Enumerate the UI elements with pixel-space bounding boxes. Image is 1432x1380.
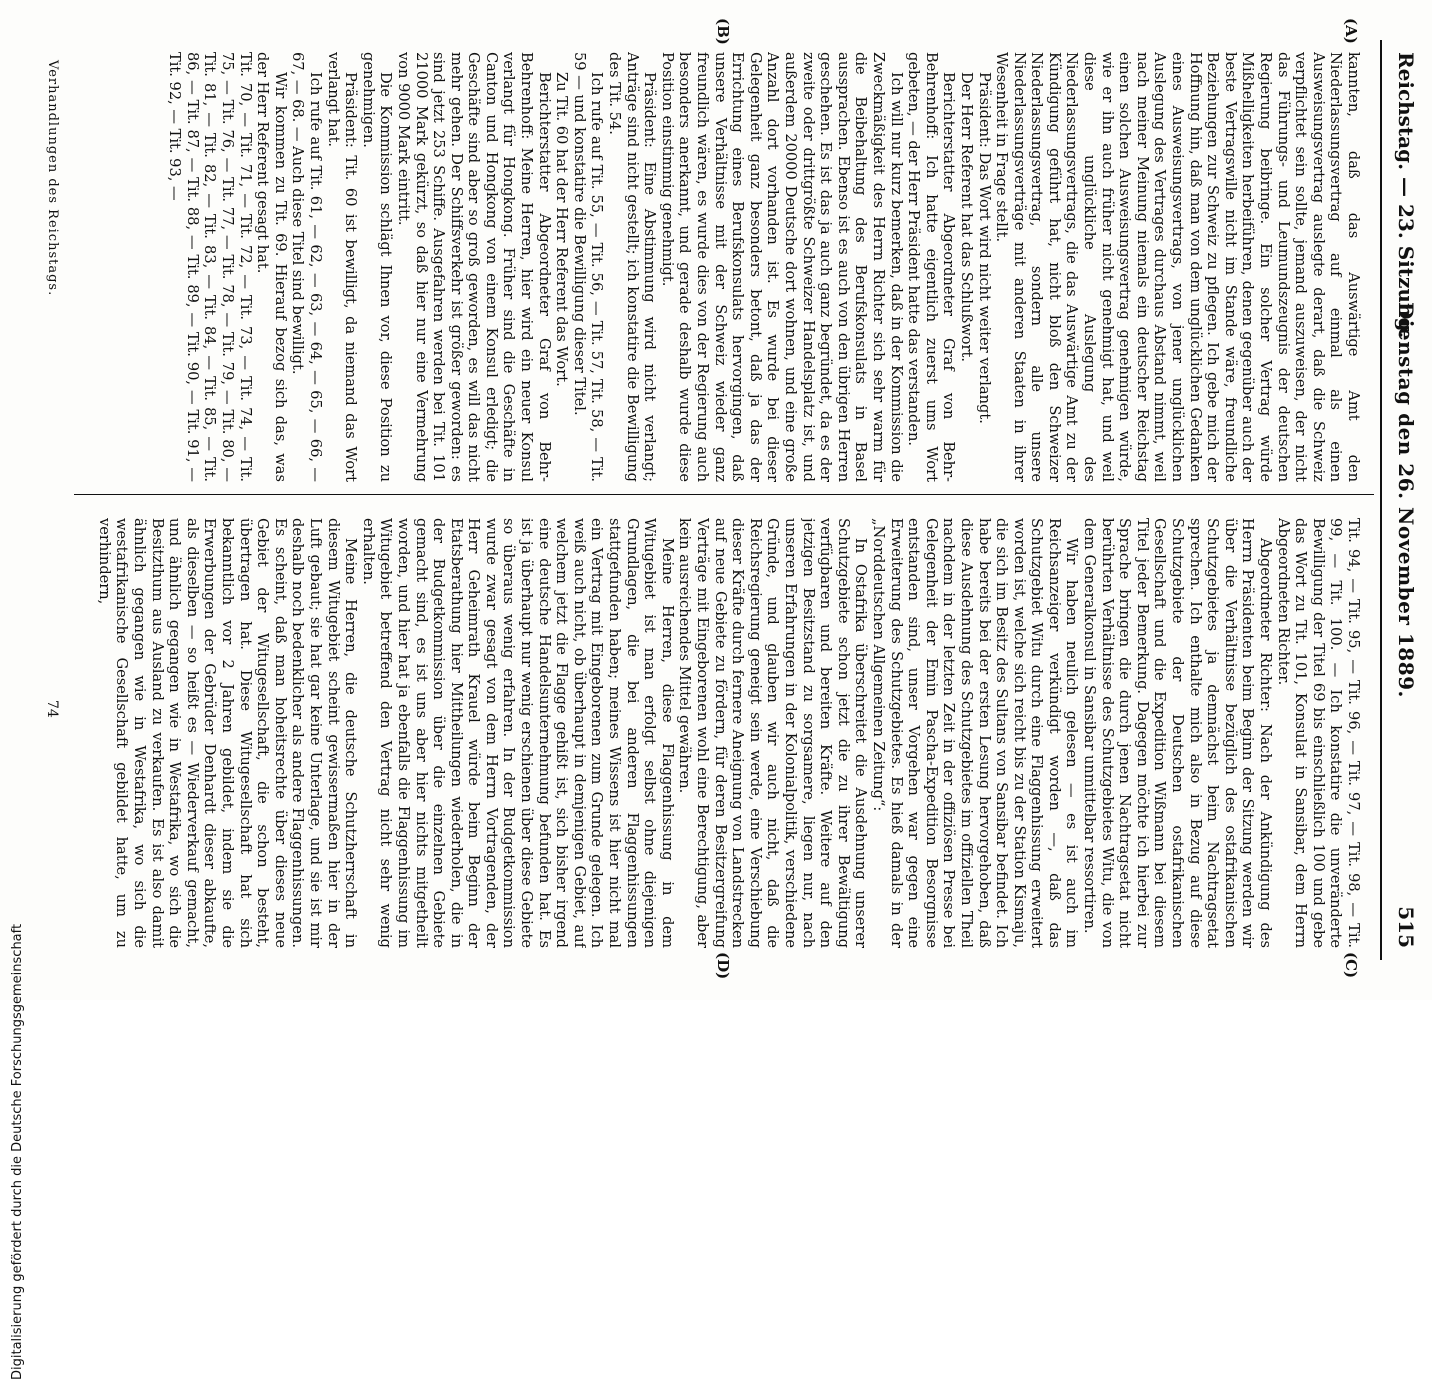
- dfg-credit-text: Digitalisierung gefördert durch die Deutsche Forschungsgemeinschaft: [10, 923, 25, 1380]
- paragraph: Präsident: Das Wort wird nicht weiter verlangt.: [975, 72, 993, 424]
- paragraph: Tit. 70, — Tit. 71, — Tit. 72, — Tit. 73, — Tit. 74, — Tit. 75, — Tit. 76, — Tit. 77, — Tit. 78, — Tit. 79, — Tit. 80, — Tit. 81, — Tit. 82, — Tit. 83, — Tit. 84, — Tit. 85, — Tit. 86, — Tit. 87, — Tit. 88, — Tit. 89, — Tit. 90, — Tit. 91, — Tit. 92, — Tit. 93, —: [166, 52, 254, 482]
- paragraph: Zu Tit. 60 hat der Herr Referent das Wort.: [553, 72, 571, 387]
- paragraph: Berichterstatter Abgeordneter Graf von Behr-Behrenhoff: Meine Herren, hier wird ein neuer Konsul verlangt für Hongkong. Früher sind die Geschäfte in Canton und Hongkong von einem Konsul erledigt; die Geschäfte sind aber so groß geworden, es will das nicht mehr gehen. Der Schiffsverkehr ist größer geworden: es sind jetzt 253 Schiffe. Ausgefahren werden bei Tit. 101 21000 Mark gekürzt, so daß hier nur eine Vermehrung von 9000 Mark eintritt.: [394, 52, 553, 482]
- page-header: [1384, 52, 1418, 948]
- paragraph: Die Kommission schlägt Ihnen vor, diese Position zu genehmigen.: [359, 52, 395, 482]
- paragraph: Ich rufe auf Tit. 55, — Tit. 56, — Tit. 57, Tit. 58, — Tit. 59 — und konstatire die Bewilligung dieser Titel.: [570, 52, 606, 482]
- paragraph: Tit. 94, — Tit. 95, — Tit. 96, — Tit. 97, — Tit. 98, — Tit. 99, — Tit. 100. — Ich konstatire die unveränderte Bewilligung der Titel 69 bis einschließlich 100 und gebe das Wort zu Tit. 101, Konsulat in Sansibar, dem Herrn Abgeordneten Richter.: [1274, 518, 1362, 948]
- margin-mark-a: (A): [1342, 18, 1360, 44]
- signature-line: Verhandlungen des Reichstags.: [45, 60, 60, 297]
- paragraph: kannten, daß das Auswärtige Amt den Niederlassungsvertrag auf einmal als einen Ausweisungsvertrag auslegte derart, daß die Schweiz verpflichtet sein sollte, jemand auszuweisen, der nicht das Führungs- und Leumundszeugnis der deutschen Regierung beibringe. Ein solcher Vertrag würde Mißhelligkeiten herbeiführen, denen gegenüber auch der beste Vertragswille nicht im Stande wäre, freundliche Beziehungen zur Schweiz zu pflegen. Ich gebe mich der Hoffnung hin, daß man von dem unglücklichen Gedanken eines Ausweisungsvertrags, von jener unglücklichen Auslegung des Vertrages durchaus Abstand nimmt, weil nach meiner Meinung niemals ein deutscher Reichstag einen solchen Ausweisungsvertrag genehmigen würde, wie er ihn auch früher nicht genehmigt hat, und weil diese unglückliche Auslegung des Niederlassungsvertrags, die das Auswärtige Amt zu der Kündigung geführt hat, nicht bloß den Schweizer Niederlassungsvertrag, sondern alle unsere Niederlassungsverträge mit anderen Staaten in ihrer Wesenheit in Frage stellt.: [993, 52, 1362, 482]
- margin-mark-d: (D): [714, 952, 732, 980]
- page-number: 515: [1394, 906, 1418, 948]
- header-left: Reichstag. — 23. Sitzung.: [1394, 52, 1418, 339]
- paragraph: Abgeordneter Richter: Nach der Ankündigung des Herrn Präsidenten beim Beginn der Sitzung werden wir über die Verhältnisse bezüglich des ostafrikanischen Schutzgebietes ja demnächst beim Nachtragsetat sprechen. Ich enthalte mich also in Bezug auf diese Schutzgebiete der Deutschen ostafrikanischen Gesellschaft und die Expedition Wißmann bei diesem Titel jeder Bemerkung. Dagegen möchte ich hierbei zur Sprache bringen die durch jenen Nachtragsetat nicht berührten Verhältnisse des Schutzgebietes Witu, die von dem Generalkonsul in Sansibar unmittelbar ressortiren.: [1081, 518, 1275, 948]
- column-divider: [74, 494, 1374, 495]
- paragraph: Der Herr Referent hat das Schlußwort.: [957, 72, 975, 363]
- paragraph: Ich will nur kurz bemerken, daß in der Kommission die Zweckmäßigkeit des Herrn Richter sich sehr warm für die Beibehaltung des Berufskonsulats in Basel aussprachen. Ebenso ist es auch von den übrigen Herren geschehen. Es ist das ja auch ganz begründet, da es der zweite oder drittgrößte Schweizer Handelsplatz ist, und außerdem 20000 Deutsche dort wohnen, und eine große Anzahl dort vorhanden ist. Es wurde bei dieser Gelegenheit ganz besonders betont, daß ja das der Errichtung eines Berufskonsulats hervorgingen, daß unsere Verhältnisse mit der Schweiz wieder ganz freundlich wären, es wurde dies von der Regierung auch besonders anerkannt, und gerade deshalb wurde diese Position einstimmig genehmigt.: [658, 52, 905, 482]
- right-column: [62, 518, 1362, 948]
- paragraph: Wir kommen zu Tit. 69. Hierauf bezog sich das, was der Herr Referent gesagt hat.: [254, 52, 289, 482]
- paragraph: Präsident: Tit. 60 ist bewilligt, da niemand das Wort verlangt hat.: [324, 52, 360, 482]
- paragraph: Meine Herren, die deutsche Schutzherrschaft in diesem Witugebiet scheint gewissermaßen hier in der Luft gebaut; sie hat gar keine Unterlage, und sie ist mir deshalb noch bedenklicher als andere Flaggenhissungen. Es scheint, daß man hoheitsrechte über dieses neue Gebiet der Witugesellschaft, die schon besteht, übertragen hat. Diese Witugesellschaft hat sich bekanntlich vor 2 Jahren gebildet, indem sie die Erwerbungen der Gebrüder Denhardt dieser abkaufte, als dieselben — so heißt es — Wiederverkauf gemacht, und ähnlich gegangen wie in Westafrika, wo sich die Besitzthum aus Ausland zu verkaufen. Es ist also damit ähnlich gegangen wie in Westafrika, wo sich die westafrikanische Gesellschaft gebildet hatte, um zu verhindern,: [95, 518, 360, 948]
- paragraph: Präsident: Eine Abstimmung wird nicht verlangt; Anträge sind nicht gestellt; ich konstatire die Bewilligung des Tit. 54.: [606, 52, 659, 482]
- paragraph: Meine Herren, diese Flaggenhissung in dem Witugebiet ist man erfolgt selbst ohne diejenigen Grundlagen, die bei anderen Flaggenhissungen stattgefunden haben; meines Wissens ist hier nicht mal ein Vertrag mit Eingeborenen zum Grunde gelegen. Ich weiß auch nicht, ob überhaupt in demjenigen Gebiet, auf welchem jetzt die Flagge gehißt ist, sich bisher irgend eine deutsche Handelsunternehmung befunden hat. Es ist ja überhaupt nur wenig erschienen über diese Gebiete so überaus wenig erfahren. In der Budgetkommission wurde zwar gesagt von dem Herrn Vortragenden, der Herr Geheimrath Krauel würde beim Beginn der Etatsberathung hier Mittheilungen wiederholen, die in der Budgetkommission über die einzelnen Gebiete gemacht sind, es ist uns aber hier nichts mitgetheilt worden, und hier hat ja ebenfalls die Flaggenhissung im Witugebiet betreffend den Vertrag nicht sehr wenig erhalten.: [359, 518, 676, 948]
- paragraph: Wir haben neulich gelesen — es ist auch im Reichsanzeiger verkündigt worden —, daß das Schutzgebiet Witu durch eine Flaggenhissung erweitert worden ist, welche sich reicht bis zu der Station Kismaju, die sich im Besitz des Sultans von Sansibar befindet. Ich habe bereits bei der ersten Lesung hervorgehoben, daß diese Ausdehnung des Schutzgebietes im offiziellen Theil nachdem in der letzten Zeit in der offiziösen Presse bei Gelegenheit der Emin Pascha-Expedition Besorgnisse entstanden sind, unser Vorgehen war gegen eine Erweiterung des Schutzgebietes. Es hieß damals in der „Norddeutschen Allgemeinen Zeitung“:: [869, 518, 1081, 948]
- margin-mark-c: (C): [1342, 952, 1360, 979]
- quotation: In Ostafrika überschreitet die Ausdehnung unserer Schutzgebiete schon jetzt die zu ihrer Bewältigung verfügbaren und bereiten Kräfte. Weitere auf den jetzigen Besitzstand zu sorgsamere, liegen nur, nach unseren Erfahrungen in der Kolonialpolitik, verschiedene Gründe, und glauben wir auch nicht, daß die Reichsregierung geneigt sein werde, eine Verschiebung dieser Kräfte durch fernere Aneignung von Landstrecken auf neue Gebiete zu fördern, für deren Besitzergreifung Verträge mit Eingeborenen wohl eine Berechtigung, aber kein ausreichendes Mittel gewähren.: [676, 518, 870, 948]
- header-date: Dienstag den 26. November 1889.: [1394, 301, 1418, 699]
- dfg-credit-strip: [6, 923, 30, 1380]
- sheet-mark: 74: [44, 700, 60, 718]
- paragraph: Ich rufe auf Tit. 61, — 62, — 63, — 64, — 65, — 66, — 67, — 68. — Auch diese Titel sind bewilligt.: [289, 52, 324, 482]
- header-rule: [1380, 40, 1382, 960]
- left-column: [62, 52, 1362, 482]
- margin-mark-b: (B): [714, 18, 732, 45]
- paragraph: Berichterstatter Abgeordneter Graf von Behr-Behrenhoff: Ich hatte eigentlich zuerst ums Wort gebeten, — der Herr Präsident hatte das verstanden.: [905, 52, 958, 482]
